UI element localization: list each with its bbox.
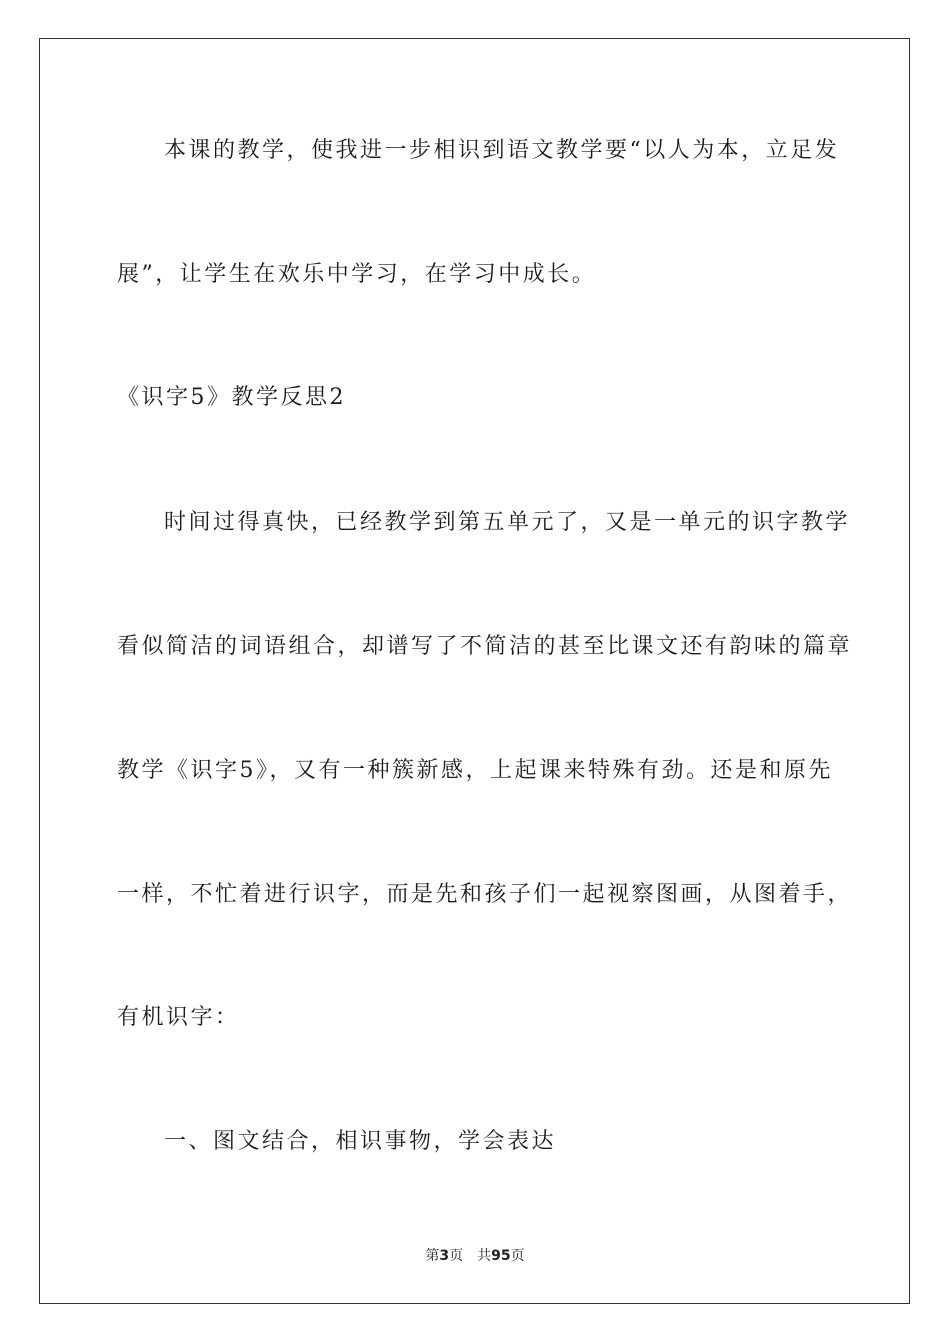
footer-total-pages: 95	[491, 1248, 511, 1264]
page-border	[39, 38, 910, 1304]
footer-total-suffix: 页	[510, 1248, 525, 1264]
page-footer	[0, 1245, 950, 1265]
paragraph-line-4: 看似简洁的词语组合，却谱写了不简洁的甚至比课文还有韵味的篇章	[117, 634, 853, 659]
footer-page-suffix: 页	[449, 1248, 464, 1264]
section-heading: 《识字5》教学反思2	[117, 385, 346, 410]
footer-page-prefix: 第	[425, 1248, 440, 1264]
paragraph-line-2: 展”，让学生在欢乐中学习，在学习中成长。	[117, 262, 597, 287]
footer-total-prefix: 共	[477, 1248, 492, 1264]
paragraph-line-1: 本课的教学，使我进一步相识到语文教学要“以人为本，立足发	[164, 138, 840, 163]
footer-page-number: 3	[439, 1248, 450, 1264]
paragraph-line-3: 时间过得真快，已经教学到第五单元了，又是一单元的识字教学	[164, 510, 851, 535]
paragraph-line-6: 一样，不忙着进行识字，而是先和孩子们一起视察图画，从图着手，	[117, 882, 853, 907]
paragraph-line-5: 教学《识字5》，又有一种簇新感，上起课来特殊有劲。还是和原先	[117, 758, 833, 783]
subheading-line: 一、图文结合，相识事物，学会表达	[164, 1129, 557, 1154]
paragraph-line-7: 有机识字：	[117, 1005, 240, 1030]
